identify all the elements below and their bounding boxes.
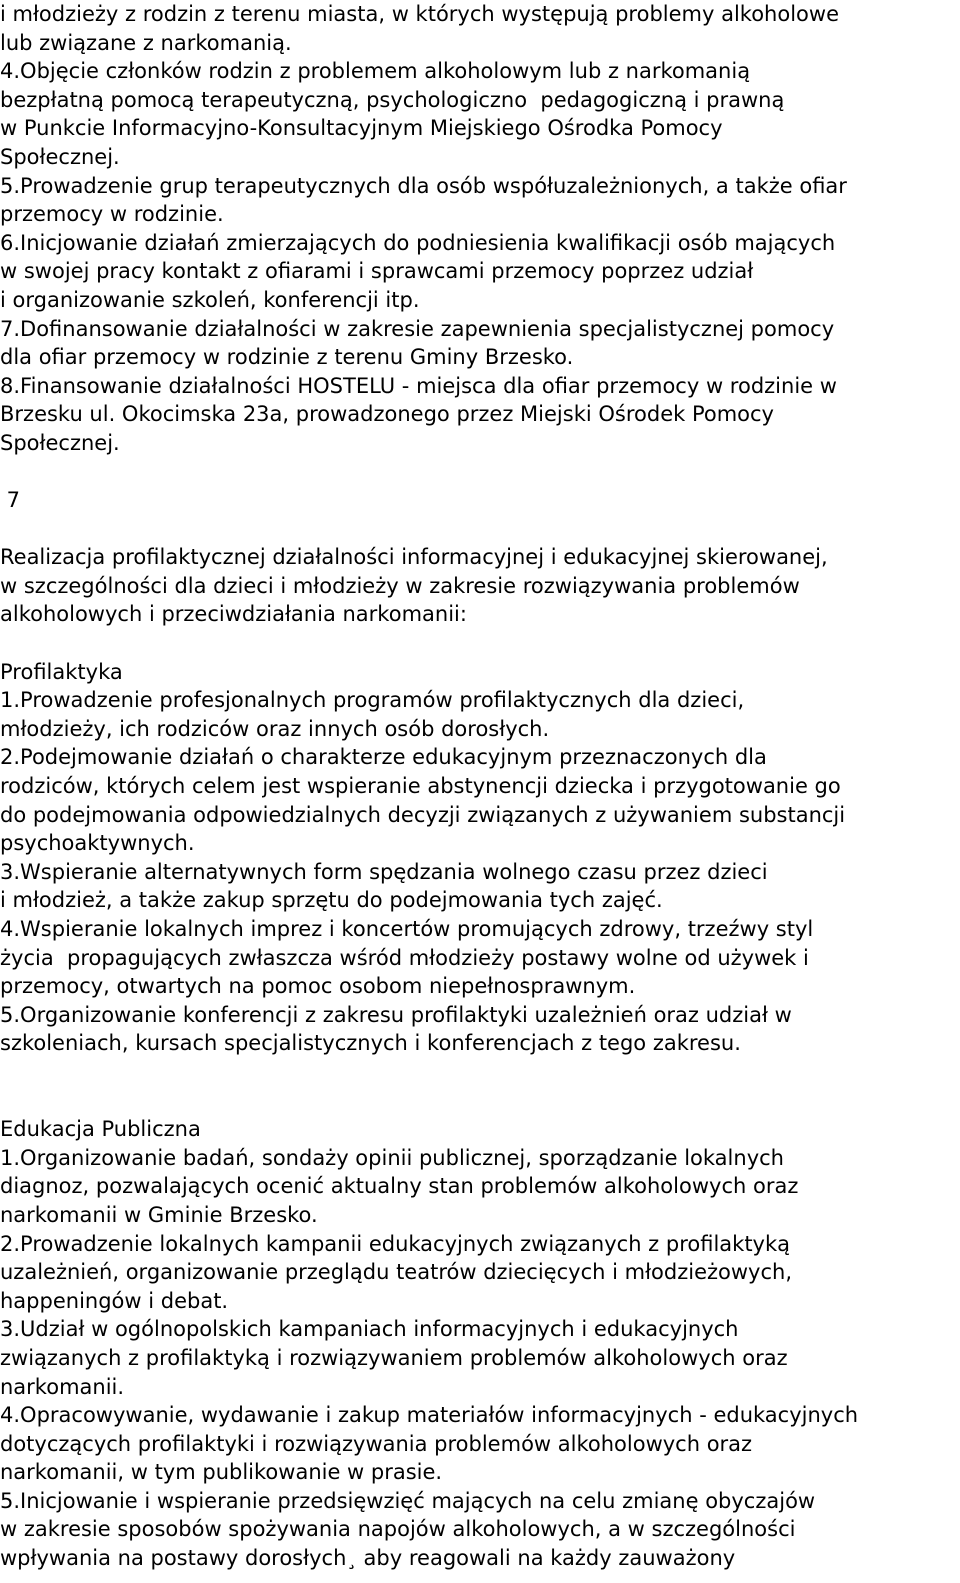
edukacja-item-3 <box>0 1315 960 1401</box>
text-line: 3.Udział w ogólnopolskich kampaniach informacyjnych i edukacyjnych <box>0 1317 739 1342</box>
text-line: w zakresie sposobów spożywania napojów alkoholowych, a w szczególności <box>0 1517 796 1542</box>
edukacja-item-4 <box>0 1401 960 1487</box>
vertical-spacer <box>0 458 960 487</box>
profilaktyka-item-5 <box>0 1001 960 1058</box>
text-line: 5.Organizowanie konferencji z zakresu profilaktyki uzależnień oraz udział w <box>0 1002 792 1027</box>
text-line: 1.Organizowanie badań, sondaży opinii publicznej, sporządzanie lokalnych <box>0 1145 784 1170</box>
text-line: związanych z profilaktyką i rozwiązywaniem problemów alkoholowych oraz <box>0 1345 788 1370</box>
list-item-5 <box>0 172 960 229</box>
text-line: Społecznej. <box>0 430 120 455</box>
list-item-7 <box>0 315 960 372</box>
text-line: i organizowanie szkoleń, konferencji itp. <box>0 287 420 312</box>
text-line: happeningów i debat. <box>0 1288 229 1313</box>
text-line: 5.Inicjowanie i wspieranie przedsięwzięć mających na celu zmianę obyczajów <box>0 1488 816 1513</box>
text-line: dotyczących profilaktyki i rozwiązywania problemów alkoholowych oraz <box>0 1431 753 1456</box>
text-line: 1.Prowadzenie profesjonalnych programów profilaktycznych dla dzieci, <box>0 688 745 713</box>
text-line: w szczególności dla dzieci i młodzieży w zakresie rozwiązywania problemów <box>0 573 800 598</box>
text-line: 8.Finansowanie działalności HOSTELU - miejsca dla ofiar przemocy w rodzinie w <box>0 373 837 398</box>
subheading-edukacja <box>0 1115 960 1144</box>
section-intro <box>0 543 960 629</box>
text-line: 7.Dofinansowanie działalności w zakresie zapewnienia specjalistycznej pomocy <box>0 316 835 341</box>
text-line: 7 <box>0 488 21 513</box>
text-line: w Punkcie Informacyjno-Konsultacyjnym Miejskiego Ośrodka Pomocy <box>0 116 723 141</box>
text-line: 4.Opracowywanie, wydawanie i zakup materiałów informacyjnych - edukacyjnych <box>0 1403 859 1428</box>
text-line: w swojej pracy kontakt z ofiarami i sprawcami przemocy poprzez udział <box>0 259 754 284</box>
text-line: psychoaktywnych. <box>0 831 195 856</box>
profilaktyka-item-1 <box>0 686 960 743</box>
text-line: szkoleniach, kursach specjalistycznych i konferencjach z tego zakresu. <box>0 1031 741 1056</box>
text-line: Realizacja profilaktycznej działalności informacyjnej i edukacyjnej skierowanej, <box>0 545 828 570</box>
text-line: przemocy w rodzinie. <box>0 202 224 227</box>
text-line: bezpłatną pomocą terapeutyczną, psychologiczno pedagogiczną i prawną <box>0 87 785 112</box>
profilaktyka-item-2 <box>0 743 960 857</box>
text-line: Edukacja Publiczna <box>0 1117 201 1142</box>
text-line: 3.Wspieranie alternatywnych form spędzania wolnego czasu przez dzieci <box>0 859 768 884</box>
text-line: 2.Prowadzenie lokalnych kampanii edukacyjnych związanych z profilaktyką <box>0 1231 791 1256</box>
text-line: 4.Objęcie członków rodzin z problemem alkoholowym lub z narkomanią <box>0 59 751 84</box>
text-line: i młodzieży z rodzin z terenu miasta, w których występują problemy alkoholowe <box>0 2 839 26</box>
list-item-8 <box>0 372 960 458</box>
text-line: wpływania na postawy dorosłych¸ aby reagowali na każdy zauważony <box>0 1546 736 1571</box>
text-line: i młodzież, a także zakup sprzętu do podejmowania tych zajęć. <box>0 888 663 913</box>
text-line: przemocy, otwartych na pomoc osobom niepełnosprawnym. <box>0 974 636 999</box>
text-line: uzależnień, organizowanie przeglądu teatrów dziecięcych i młodzieżowych, <box>0 1260 793 1285</box>
text-line: lub związane z narkomanią. <box>0 30 292 55</box>
text-line: 2.Podejmowanie działań o charakterze edukacyjnym przeznaczonych dla <box>0 745 767 770</box>
vertical-spacer <box>0 1058 960 1115</box>
text-line: Brzesku ul. Okocimska 23a, prowadzonego przez Miejski Ośrodek Pomocy <box>0 402 774 427</box>
text-line: narkomanii. <box>0 1374 125 1399</box>
list-item-6 <box>0 229 960 315</box>
section-heading <box>0 486 960 515</box>
text-line: narkomanii w Gminie Brzesko. <box>0 1202 318 1227</box>
text-line: diagnoz, pozwalających ocenić aktualny stan problemów alkoholowych oraz <box>0 1174 799 1199</box>
text-line: Profilaktyka <box>0 659 123 684</box>
text-line: 5.Prowadzenie grup terapeutycznych dla osób współuzależnionych, a także ofiar <box>0 173 847 198</box>
vertical-spacer <box>0 629 960 658</box>
vertical-spacer <box>0 515 960 544</box>
text-line: młodzieży, ich rodziców oraz innych osób dorosłych. <box>0 716 550 741</box>
text-line: rodziców, których celem jest wspieranie abstynencji dziecka i przygotowanie go <box>0 774 841 799</box>
edukacja-item-5 <box>0 1487 960 1573</box>
profilaktyka-item-4 <box>0 915 960 1001</box>
edukacja-item-1 <box>0 1144 960 1230</box>
text-line: dla ofiar przemocy w rodzinie z terenu Gminy Brzesko. <box>0 345 574 370</box>
text-line: alkoholowych i przeciwdziałania narkomanii: <box>0 602 467 627</box>
text-line: narkomanii, w tym publikowanie w prasie. <box>0 1460 443 1485</box>
paragraph-continued <box>0 0 960 57</box>
subheading-profilaktyka <box>0 658 960 687</box>
profilaktyka-item-3 <box>0 858 960 915</box>
text-line: 6.Inicjowanie działań zmierzających do podniesienia kwalifikacji osób mających <box>0 230 836 255</box>
text-line: do podejmowania odpowiedzialnych decyzji związanych z używaniem substancji <box>0 802 846 827</box>
text-line: życia propagujących zwłaszcza wśród młodzieży postawy wolne od używek i <box>0 945 809 970</box>
text-line: 4.Wspieranie lokalnych imprez i koncertów promujących zdrowy, trzeźwy styl <box>0 917 814 941</box>
text-line: Społecznej. <box>0 144 120 169</box>
list-item-4 <box>0 57 960 171</box>
edukacja-item-2 <box>0 1230 960 1316</box>
